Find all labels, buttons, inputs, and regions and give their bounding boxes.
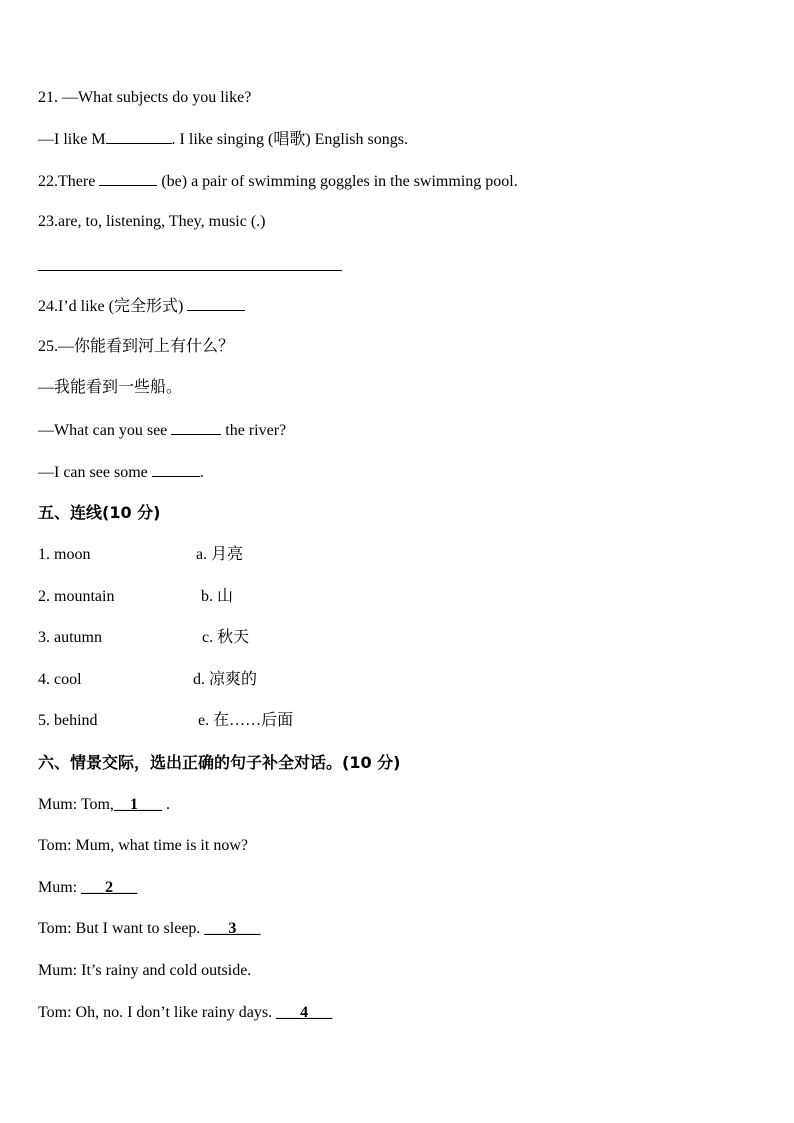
dialogue-line <box>38 836 248 856</box>
dialogue-text: Tom: But I want to sleep. <box>38 920 205 937</box>
dialogue-line <box>38 795 170 815</box>
question-25-zh-a: —我能看到一些船。 <box>38 379 183 396</box>
dialogue-text: Mum: It’s rainy and cold outside. <box>38 962 252 979</box>
question-25-zh-question <box>38 337 234 357</box>
dialogue-line <box>38 1003 332 1023</box>
answer-text-after: . I like singing (唱歌) English songs. <box>171 131 408 148</box>
dialogue-text: Mum: <box>38 879 82 896</box>
answer-line[interactable] <box>38 270 342 271</box>
answer-blank[interactable] <box>171 420 221 435</box>
question-25-zh-answer <box>38 378 182 398</box>
match-right-item[interactable]: a. 月亮 <box>196 546 244 563</box>
match-right-item[interactable]: c. 秋天 <box>202 629 250 646</box>
question-22 <box>38 171 518 192</box>
question-22-after: (be) a pair of swimming goggles in the swimming pool. <box>157 173 518 190</box>
match-right-item[interactable]: d. 凉爽的 <box>193 671 258 688</box>
answer-blank[interactable] <box>106 129 172 144</box>
question-23 <box>38 212 266 232</box>
question-25-en-question <box>38 420 286 441</box>
dialogue-text: Tom: Oh, no. I don’t like rainy days. <box>38 1004 277 1021</box>
section-6-title: 六、情景交际，选出正确的句子补全对话。(10 分) <box>38 753 401 772</box>
question-24 <box>38 296 245 317</box>
dialogue-line <box>38 919 260 939</box>
match-left-item[interactable]: 5. behind <box>38 712 98 729</box>
answer-text-before: —I like M <box>38 131 106 148</box>
question-25-zh-q: 25.—你能看到河上有什么？ <box>38 338 235 355</box>
match-left-item[interactable]: 2. mountain <box>38 588 115 605</box>
answer-blank[interactable] <box>187 296 245 311</box>
dialogue-text: Tom: Mum, what time is it now? <box>38 837 248 854</box>
dialogue-blank[interactable]: ___2___ <box>81 879 138 896</box>
match-left-item[interactable]: 3. autumn <box>38 629 102 646</box>
question-25-en-answer <box>38 462 204 483</box>
match-right-item[interactable]: e. 在……后面 <box>198 712 294 729</box>
en-a-after: . <box>199 464 204 481</box>
match-left-item[interactable]: 1. moon <box>38 546 91 563</box>
dialogue-text: Mum: Tom, <box>38 796 114 813</box>
dialogue-blank[interactable]: __1___ <box>113 796 162 813</box>
en-q-after: the river? <box>221 422 287 439</box>
question-23-text: 23.are, to, listening, They, music (.) <box>38 213 266 230</box>
match-right-item[interactable]: b. 山 <box>201 588 234 605</box>
question-24-text: 24.I’d like (完全形式) <box>38 298 188 315</box>
dialogue-line <box>38 961 251 981</box>
dialogue-text-after: . <box>161 796 170 813</box>
question-21-answer <box>38 129 408 150</box>
question-21 <box>38 88 251 108</box>
answer-blank[interactable] <box>152 462 200 477</box>
match-left-item[interactable]: 4. cool <box>38 671 82 688</box>
answer-blank[interactable] <box>99 171 157 186</box>
dialogue-blank[interactable]: ___4___ <box>276 1004 333 1021</box>
dialogue-blank[interactable]: ___3___ <box>204 920 261 937</box>
dialogue-line <box>38 878 137 898</box>
question-21-text: 21. —What subjects do you like? <box>38 89 252 106</box>
question-22-before: 22.There <box>38 173 100 190</box>
en-a-before: —I can see some <box>38 464 152 481</box>
en-q-before: —What can you see <box>38 422 172 439</box>
section-5-title: 五、连线(10 分) <box>38 503 161 522</box>
